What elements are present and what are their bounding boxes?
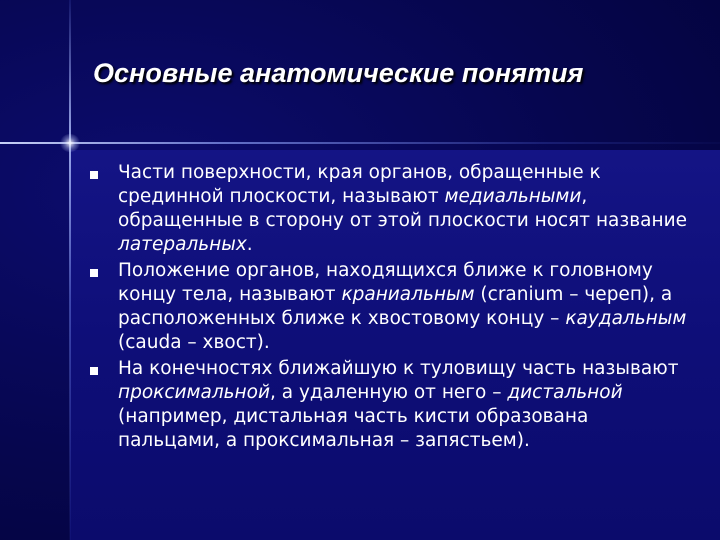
text-segment: (cranium – череп), а расположенных ближе к хвостовому концу –	[118, 284, 673, 329]
term-italic: краниальным	[341, 284, 475, 305]
bullet-item-3	[90, 357, 690, 453]
text-segment: (например, дистальная часть кисти образована пальцами, а проксимальная – запястьем).	[118, 406, 589, 451]
text-segment: (cauda – хвост).	[118, 332, 270, 353]
square-bullet-icon	[90, 269, 98, 277]
text-segment: Положение органов, находящихся ближе к головному концу тела, называют	[118, 260, 653, 305]
text-segment: На конечностях ближайшую к туловищу часть называют	[118, 358, 679, 379]
horizontal-divider	[0, 142, 720, 144]
text-segment: Части поверхности, края органов, обращенные к срединной плоскости, называют	[118, 162, 601, 207]
vertical-divider	[69, 0, 71, 540]
term-italic: каудальным	[565, 308, 687, 329]
bullet-item-1	[90, 161, 690, 257]
bullet-item-2	[90, 259, 690, 355]
term-italic: проксимальной	[118, 382, 270, 403]
line-intersection-glow	[60, 134, 80, 152]
term-italic: медиальными	[444, 186, 582, 207]
bullet-text	[118, 259, 690, 355]
term-italic: дистальной	[507, 382, 623, 403]
text-segment: .	[246, 234, 253, 255]
term-italic: латеральных	[118, 234, 247, 255]
square-bullet-icon	[90, 367, 98, 375]
bullet-text	[118, 357, 690, 453]
text-segment: , обращенные в сторону от этой плоскости носят название	[118, 186, 687, 231]
square-bullet-icon	[90, 171, 98, 179]
slide-title: Основные анатомические понятия	[93, 58, 584, 88]
bullet-text	[118, 161, 690, 257]
text-segment: , а удаленную от него –	[269, 382, 508, 403]
bullet-list	[90, 161, 690, 455]
